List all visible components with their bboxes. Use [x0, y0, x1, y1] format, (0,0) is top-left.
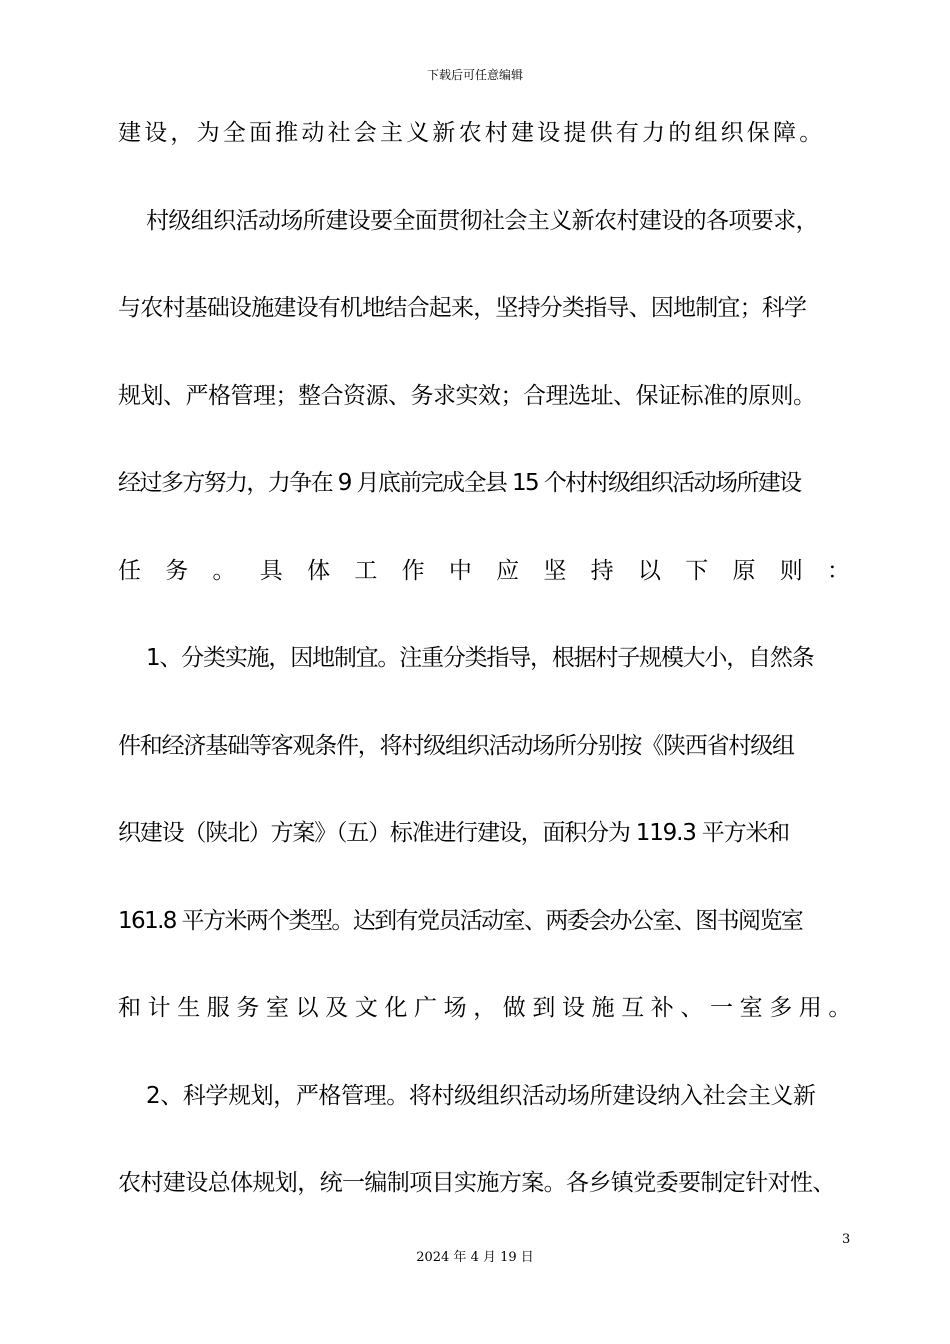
page-number: 3: [842, 1232, 851, 1247]
body-line-9: 织建设（陕北）方案》（五）标准进行建设，面积分为 119.3 平方米和: [118, 820, 789, 846]
body-line-12: 2、科学规划，严格管理。将村级组织活动场所建设纳入社会主义新: [146, 1083, 816, 1109]
body-line-8: 件和经济基础等客观条件，将村级组织活动场所分别按《陕西省村级组: [118, 733, 794, 759]
body-line-5: 经过多方努力，力争在 9 月底前完成全县 15 个村村级组织活动场所建设: [118, 470, 801, 496]
body-line-10: 161.8 平方米两个类型。达到有党员活动室、两委会办公室、图书阅览室: [118, 908, 803, 934]
justified-char: 具: [259, 558, 283, 584]
body-line-4: 规划、严格管理；整合资源、务求实效；合理选址、保证标准的原则。: [118, 383, 816, 409]
justified-char: 则: [779, 558, 803, 584]
justified-char: 应: [496, 558, 520, 584]
justified-char: 工: [354, 558, 378, 584]
justified-char: 坚: [543, 558, 567, 584]
justified-char: 中: [448, 558, 472, 584]
justified-char: 原: [732, 558, 756, 584]
justified-char: 体: [307, 558, 331, 584]
body-line-3: 与农村基础设施建设有机地结合起来，坚持分类指导、因地制宜；科学: [118, 295, 807, 321]
justified-char: 下: [685, 558, 709, 584]
justified-char: ：: [826, 558, 850, 584]
footer-date: 2024 年 4 月 19 日: [416, 1250, 534, 1265]
body-line-11: 和计生服务室以及文化广场，做到设施互补、一室多用。: [118, 995, 858, 1021]
body-line-1: 建设，为全面推动社会主义新农村建设提供有力的组织保障。: [118, 120, 826, 146]
justified-char: 作: [401, 558, 425, 584]
body-line-6: [118, 556, 850, 586]
justified-char: 。: [212, 558, 236, 584]
body-line-2: 村级组织活动场所建设要全面贯彻社会主义新农村建设的各项要求，: [146, 208, 819, 234]
body-line-7: 1、分类实施，因地制宜。注重分类指导，根据村子规模大小，自然条: [146, 645, 814, 671]
justified-char: 以: [637, 558, 661, 584]
justified-char: 任: [118, 558, 141, 584]
body-line-13: 农村建设总体规划，统一编制项目实施方案。各乡镇党委要制定针对性、: [118, 1170, 835, 1196]
justified-char: 持: [590, 558, 614, 584]
page-header: 下载后可任意编辑: [426, 68, 523, 82]
justified-char: 务: [165, 558, 189, 584]
